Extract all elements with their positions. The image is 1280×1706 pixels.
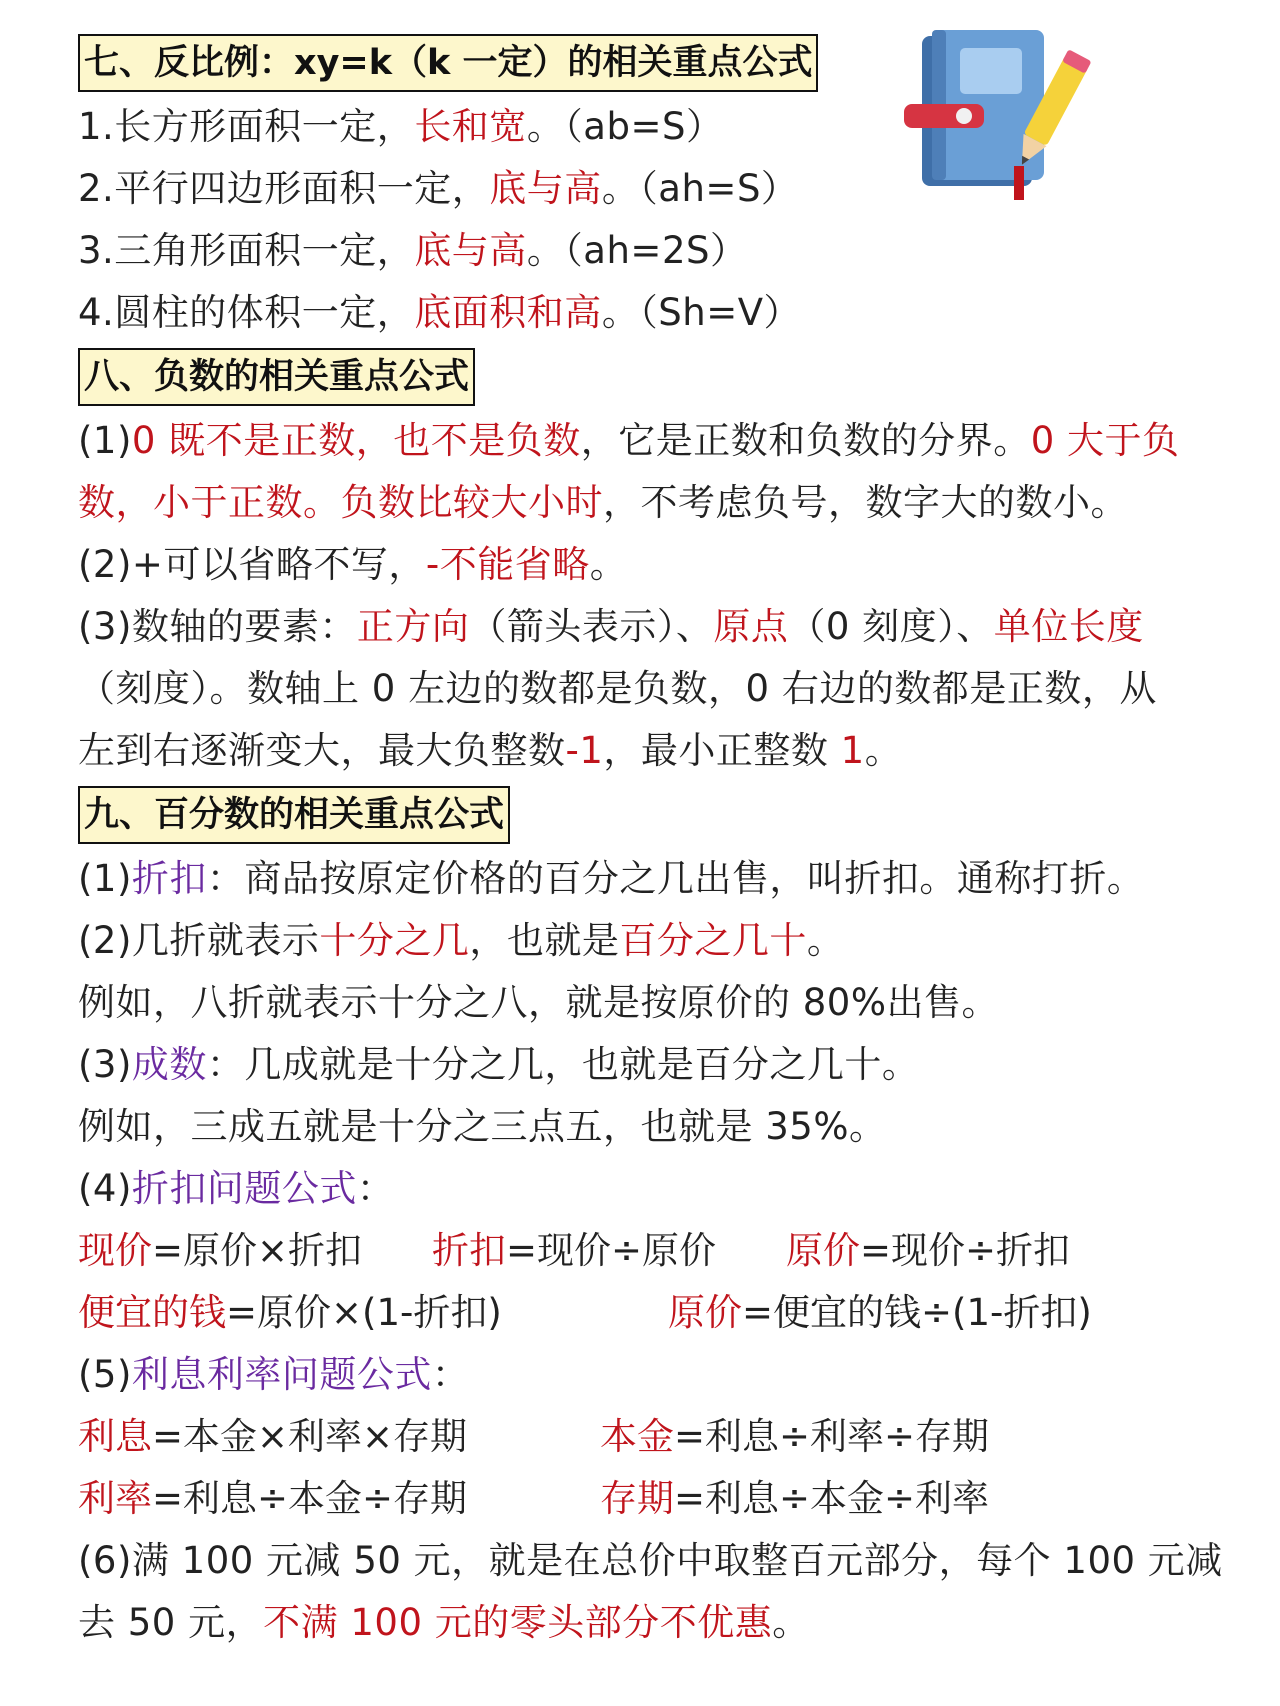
highlight: 数，小于正数。负数比较大小时 [78,481,603,524]
sec8-p1-line1 [78,410,1228,472]
sec9-p2 [78,910,1228,972]
text: (2)几折就表示 [78,919,320,962]
text: (3)数轴的要素： [78,605,357,648]
discount-formulas-row-1 [78,1220,1228,1282]
highlight: 长和宽 [414,105,527,148]
highlight: 单位长度 [993,605,1144,648]
text: (1) [78,419,132,462]
text: 4.圆柱的体积一定， [78,291,415,334]
section-8-heading: 八、负数的相关重点公式 [78,348,475,406]
text: (4) [78,1167,132,1210]
sec8-p3-line2 [78,658,1228,720]
formula-original-from-savings [668,1282,1092,1344]
sec9-p2-example: 例如，八折就表示十分之八，就是按原价的 80%出售。 [78,981,999,1024]
section-7-heading: 七、反比例：xy=k（k 一定）的相关重点公式 [78,34,818,92]
formula-principal [600,1406,989,1468]
document-body [78,30,1228,1654]
sec7-line-2 [78,158,1228,220]
highlight: -1 [565,729,604,772]
term: 成数 [131,1043,207,1086]
sec8-p2 [78,534,1228,596]
sec7-line-4 [78,282,1228,344]
interest-formulas-row-2 [78,1468,1228,1530]
sec9-p3-example: 例如，三成五就是十分之三点五，也就是 35%。 [78,1105,887,1148]
highlight: 底与高 [414,229,527,272]
text: 3.三角形面积一定， [78,229,415,272]
text: 。 [806,919,845,962]
text: ： [431,1353,470,1396]
text: 。（Sh=V） [601,291,802,334]
sec9-p4 [78,1158,1228,1220]
sec9-p6-line2 [78,1592,1228,1654]
formula-interest [78,1406,467,1468]
formula-term: 折扣 [432,1229,506,1272]
text: 。（ah=S） [601,167,799,210]
formula-expr: =便宜的钱÷(1-折扣) [742,1291,1092,1334]
formula-term: 原价 [786,1229,860,1272]
highlight: 百分之几十 [619,919,807,962]
sec8-p3-line1 [78,596,1228,658]
highlight: 1 [840,729,865,772]
formula-expr: =利息÷本金÷存期 [152,1477,468,1520]
highlight: 正方向 [356,605,470,648]
highlight: 底面积和高 [414,291,602,334]
highlight: 不满 100 元的零头部分不优惠 [263,1601,773,1644]
section-7 [78,30,1228,344]
formula-term: 便宜的钱 [78,1291,226,1334]
text: （0 刻度）、 [788,605,994,648]
sec8-p1-line2 [78,472,1228,534]
interest-formulas-row-1 [78,1406,1228,1468]
text: 。（ah=2S） [526,229,748,272]
text: ：商品按原定价格的百分之几出售，叫折扣。通称打折。 [206,857,1145,900]
section-8 [78,344,1228,782]
text: (3) [78,1043,132,1086]
formula-term: 存期 [600,1477,674,1520]
text: (2)+可以省略不写， [78,543,426,586]
formula-expr: =现价÷原价 [506,1229,717,1272]
text: ，它是正数和负数的分界。 [580,419,1031,462]
text: 。 [772,1601,810,1644]
text: （刻度）。数轴上 0 左边的数都是负数，0 右边的数都是正数，从 [78,667,1157,710]
text: 。（ab=S） [526,105,724,148]
text: （箭头表示）、 [469,605,714,648]
text: (1) [78,857,132,900]
formula-rate [78,1468,467,1530]
section-9 [78,782,1228,1654]
discount-formulas-row-2 [78,1282,1228,1344]
term: 折扣 [131,857,207,900]
text: 。 [589,543,628,586]
formula-expr: =原价×折扣 [152,1229,363,1272]
sec9-p5 [78,1344,1228,1406]
formula-term: 现价 [78,1229,152,1272]
highlight: -不能省略 [425,543,590,586]
sec7-line-1 [78,96,1228,158]
highlight: 十分之几 [319,919,470,962]
section-9-heading: 九、百分数的相关重点公式 [78,786,510,844]
sec9-p3 [78,1034,1228,1096]
text: 左到右逐渐变大，最大负整数 [78,729,566,772]
highlight: 0 既不是正数，也不是负数 [131,419,581,462]
formula-discount [432,1220,716,1282]
text: 1.长方形面积一定， [78,105,415,148]
text: 2.平行四边形面积一定， [78,167,490,210]
formula-expr: =本金×利率×存期 [152,1415,468,1458]
text: 。 [864,729,903,772]
formula-term: 利率 [78,1477,152,1520]
formula-period [600,1468,989,1530]
formula-savings [78,1282,502,1344]
formula-term: 利息 [78,1415,152,1458]
highlight: 底与高 [489,167,602,210]
text: 去 50 元， [78,1601,264,1644]
formula-expr: =现价÷折扣 [860,1229,1071,1272]
sec9-p1 [78,848,1228,910]
text: ，最小正整数 [603,729,841,772]
formula-term: 原价 [668,1291,742,1334]
text: ： [356,1167,395,1210]
formula-current-price [78,1220,362,1282]
formula-expr: =原价×(1-折扣) [226,1291,502,1334]
formula-original-price [786,1220,1070,1282]
formula-expr: =利息÷本金÷利率 [674,1477,990,1520]
text: (5) [78,1353,132,1396]
highlight: 0 大于负 [1030,419,1180,462]
sec8-p3-line3 [78,720,1228,782]
formula-expr: =利息÷利率÷存期 [674,1415,990,1458]
term: 利息利率问题公式 [131,1353,432,1396]
sec7-line-3 [78,220,1228,282]
text: ，也就是 [469,919,620,962]
text: ：几成就是十分之几，也就是百分之几十。 [206,1043,920,1086]
formula-term: 本金 [600,1415,674,1458]
text: ，不考虑负号，数字大的数小。 [603,481,1128,524]
highlight: 原点 [713,605,789,648]
term: 折扣问题公式 [131,1167,357,1210]
sec9-p6-line1: (6)满 100 元减 50 元，就是在总价中取整百元部分，每个 100 元减 [78,1539,1223,1582]
